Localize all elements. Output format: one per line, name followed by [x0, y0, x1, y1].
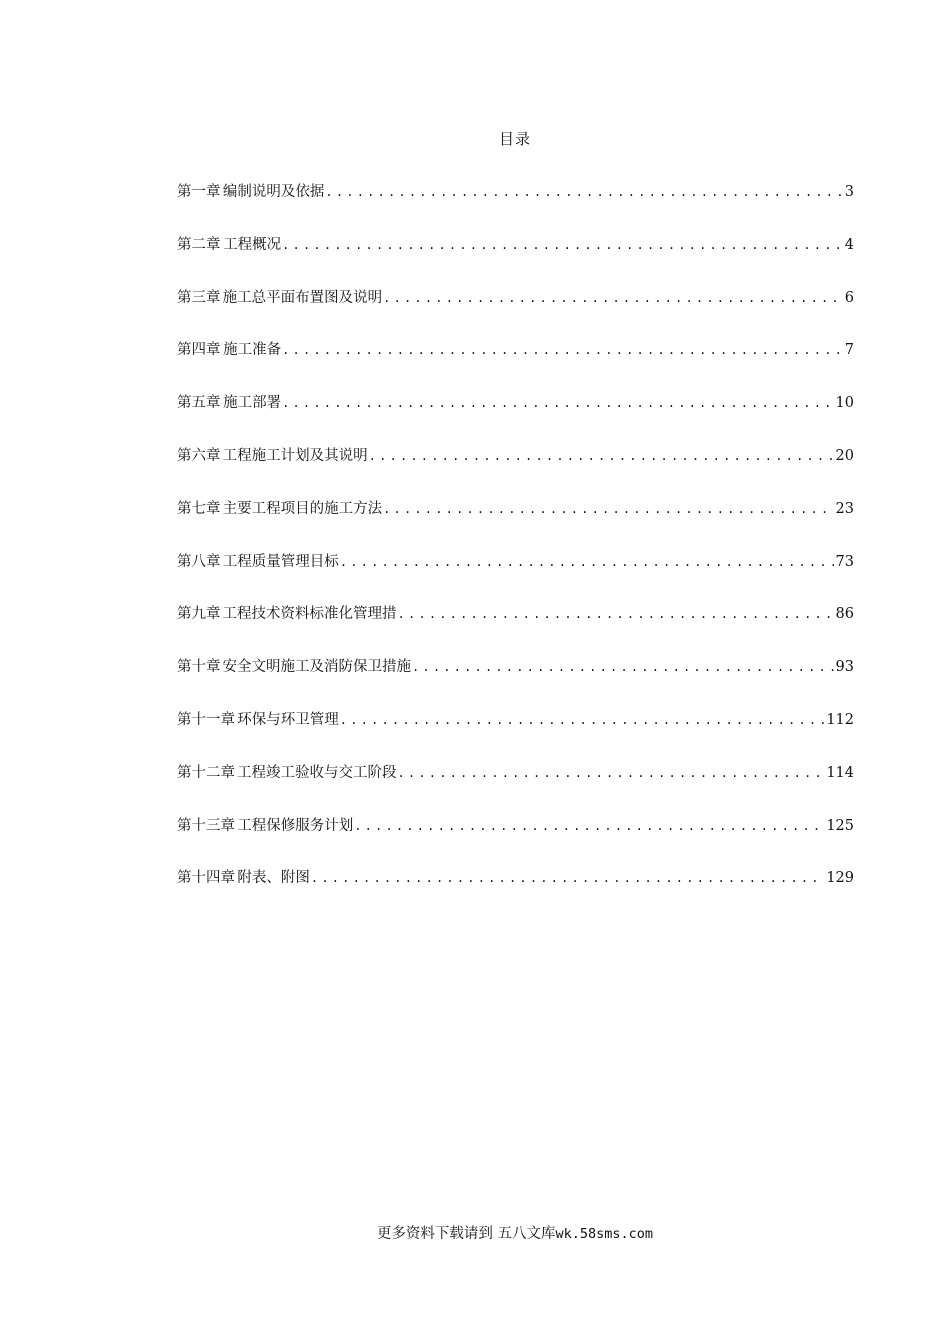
toc-page-number: 7 — [844, 342, 854, 359]
toc-chapter-heading: 工程技术资料标准化管理措 — [222, 606, 397, 623]
toc-dot-leader — [324, 185, 842, 199]
toc-chapter-heading: 工程质量管理目标 — [222, 553, 339, 570]
toc-page-number: 23 — [835, 500, 854, 517]
toc-dot-leader — [281, 238, 843, 252]
toc-dot-leader — [397, 607, 834, 621]
toc-page-number: 6 — [844, 289, 854, 306]
toc-entry[interactable] — [177, 814, 854, 867]
toc-dot-leader — [281, 396, 833, 410]
toc-entry[interactable] — [177, 497, 854, 550]
toc-chapter-heading: 施工部署 — [223, 395, 282, 412]
toc-page-number: 4 — [844, 236, 854, 253]
toc-chapter-number: 第十四章 — [177, 870, 235, 887]
toc-entry[interactable] — [177, 550, 854, 603]
toc-page-number: 73 — [835, 553, 854, 570]
toc-chapter-heading: 主要工程项目的施工方法 — [222, 500, 383, 517]
toc-entry[interactable] — [177, 391, 854, 444]
toc-chapter-heading: 编制说明及依据 — [222, 184, 325, 200]
toc-chapter-number: 第十二章 — [177, 764, 235, 781]
toc-dot-leader — [411, 660, 834, 674]
toc-chapter-number: 第八章 — [177, 553, 221, 570]
toc-entry[interactable] — [177, 761, 854, 814]
toc-page-number: 86 — [835, 606, 854, 623]
toc-chapter-number: 第十三章 — [177, 817, 235, 834]
toc-chapter-number: 第九章 — [177, 606, 221, 623]
toc-dot-leader — [382, 291, 843, 305]
toc-chapter-number: 第六章 — [177, 447, 221, 464]
toc-chapter-number: 第十章 — [177, 659, 221, 676]
toc-dot-leader — [281, 343, 843, 357]
toc-dot-leader — [353, 819, 824, 833]
toc-page-number: 10 — [835, 395, 854, 412]
toc-dot-leader — [368, 449, 834, 463]
footer-site-link[interactable]: wk.58sms.com — [555, 1226, 654, 1242]
footer-text: 更多资料下载请到 五八文库 — [376, 1226, 556, 1242]
toc-entry[interactable] — [177, 180, 854, 233]
toc-entry[interactable] — [177, 233, 854, 286]
toc-chapter-heading: 施工准备 — [223, 342, 282, 359]
toc-chapter-heading: 安全文明施工及消防保卫措施 — [222, 659, 411, 676]
toc-chapter-heading: 工程竣工验收与交工阶段 — [237, 764, 397, 781]
toc-page-number: 114 — [826, 764, 854, 781]
toc-entry[interactable] — [177, 708, 854, 761]
toc-chapter-number: 第一章 — [177, 184, 221, 200]
toc-dot-leader — [310, 871, 824, 885]
toc-page-number: 129 — [826, 870, 854, 887]
toc-page-number: 20 — [835, 447, 854, 464]
toc-chapter-number: 第五章 — [177, 395, 221, 412]
toc-dot-leader — [382, 502, 833, 516]
toc-chapter-heading: 附表、附图 — [237, 870, 310, 887]
toc-page-number: 93 — [835, 659, 854, 676]
toc-chapter-heading: 环保与环卫管理 — [237, 711, 339, 728]
toc-page-number: 125 — [826, 817, 854, 834]
toc-chapter-number: 第三章 — [177, 289, 221, 306]
toc-entry[interactable] — [177, 655, 854, 708]
toc-chapter-number: 第四章 — [177, 342, 221, 359]
toc-chapter-heading: 工程保修服务计划 — [237, 817, 354, 834]
toc-entry[interactable] — [177, 338, 854, 391]
toc-chapter-heading: 工程概况 — [223, 236, 282, 253]
toc-entry[interactable] — [177, 602, 854, 655]
toc-entry[interactable] — [177, 286, 854, 339]
toc-entry[interactable] — [177, 866, 854, 919]
toc-chapter-number: 第二章 — [177, 236, 221, 253]
toc-dot-leader — [339, 555, 834, 569]
toc-entry[interactable] — [177, 444, 854, 497]
toc-dot-leader — [397, 766, 825, 780]
table-of-contents — [177, 180, 854, 919]
toc-chapter-number: 第十一章 — [177, 711, 235, 728]
toc-chapter-heading: 工程施工计划及其说明 — [222, 447, 368, 464]
toc-chapter-number: 第七章 — [177, 500, 221, 517]
toc-title: 目录 — [498, 130, 531, 148]
toc-chapter-heading: 施工总平面布置图及说明 — [222, 289, 383, 306]
toc-dot-leader — [339, 713, 825, 727]
toc-page-number: 112 — [826, 711, 854, 728]
toc-page-number: 3 — [844, 184, 854, 200]
footer-promo — [0, 1222, 950, 1243]
